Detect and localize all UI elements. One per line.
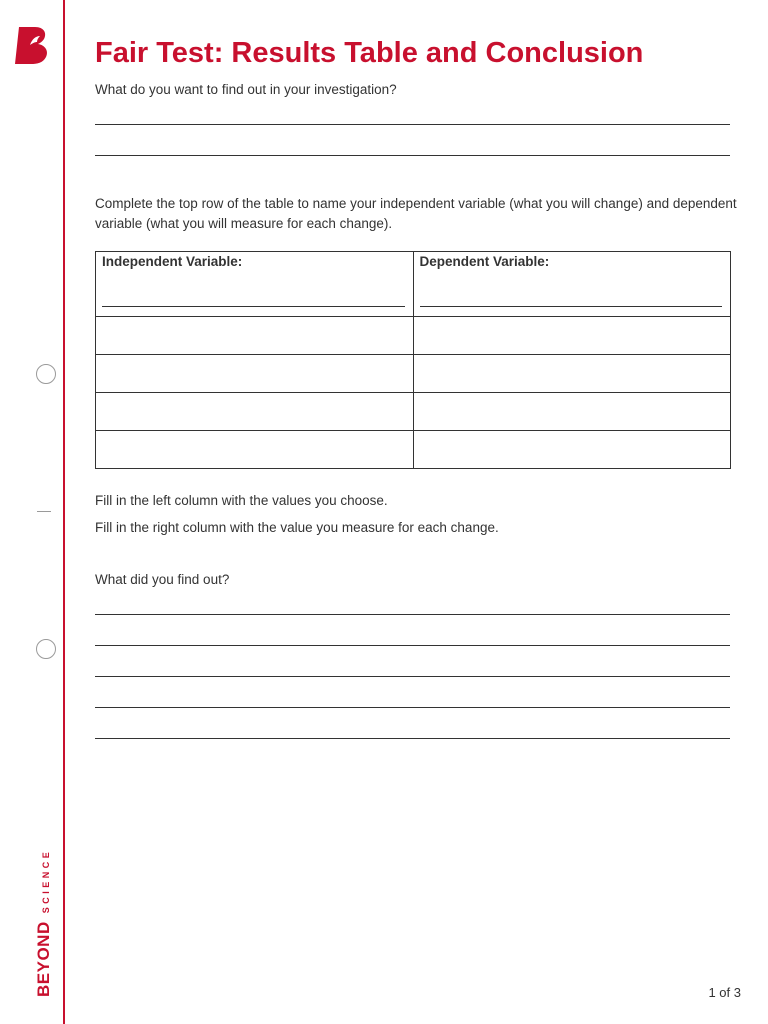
answer-line[interactable] bbox=[95, 738, 730, 739]
table-row bbox=[96, 355, 731, 393]
table-row bbox=[96, 317, 731, 355]
table-row bbox=[96, 393, 731, 431]
question-intro: What do you want to find out in your investigation? bbox=[95, 82, 397, 97]
table-row bbox=[96, 431, 731, 469]
fill-left-instruction: Fill in the left column with the values you choose. bbox=[95, 493, 388, 508]
header-label: Independent Variable: bbox=[102, 254, 243, 269]
independent-variable-header[interactable] bbox=[96, 252, 414, 317]
header-write-line bbox=[420, 306, 723, 307]
fill-right-instruction: Fill in the right column with the value you measure for each change. bbox=[95, 520, 499, 535]
table-cell-dependent[interactable] bbox=[413, 393, 731, 431]
header-write-line bbox=[102, 306, 405, 307]
results-table bbox=[95, 251, 731, 469]
page-number: 1 of 3 bbox=[708, 985, 741, 1000]
binder-hole-bottom bbox=[36, 639, 56, 659]
binder-hole-top bbox=[36, 364, 56, 384]
answer-line[interactable] bbox=[95, 645, 730, 646]
question-findings: What did you find out? bbox=[95, 572, 230, 587]
brand-subtitle: SCIENCE bbox=[41, 848, 51, 914]
instructions-text: Complete the top row of the table to name your independent variable (what you will change) and dependent variable (what you will measure for each change). bbox=[95, 196, 737, 231]
table-cell-independent[interactable] bbox=[96, 393, 414, 431]
table-cell-dependent[interactable] bbox=[413, 431, 731, 469]
brand-wordmark bbox=[34, 849, 54, 997]
answer-line[interactable] bbox=[95, 124, 730, 125]
table-header-row bbox=[96, 252, 731, 317]
fold-mark bbox=[37, 511, 51, 512]
table-cell-independent[interactable] bbox=[96, 317, 414, 355]
brand-name: BEYOND bbox=[34, 921, 53, 997]
margin-line bbox=[63, 0, 65, 1024]
table-cell-independent[interactable] bbox=[96, 431, 414, 469]
table-cell-independent[interactable] bbox=[96, 355, 414, 393]
table-cell-dependent[interactable] bbox=[413, 355, 731, 393]
header-label: Dependent Variable: bbox=[419, 254, 550, 269]
beyond-logo-icon bbox=[15, 24, 51, 66]
table-cell-dependent[interactable] bbox=[413, 317, 731, 355]
page-title: Fair Test: Results Table and Conclusion bbox=[95, 37, 644, 69]
answer-line[interactable] bbox=[95, 155, 730, 156]
dependent-variable-header[interactable] bbox=[413, 252, 731, 317]
answer-line[interactable] bbox=[95, 614, 730, 615]
answer-line[interactable] bbox=[95, 707, 730, 708]
answer-line[interactable] bbox=[95, 676, 730, 677]
